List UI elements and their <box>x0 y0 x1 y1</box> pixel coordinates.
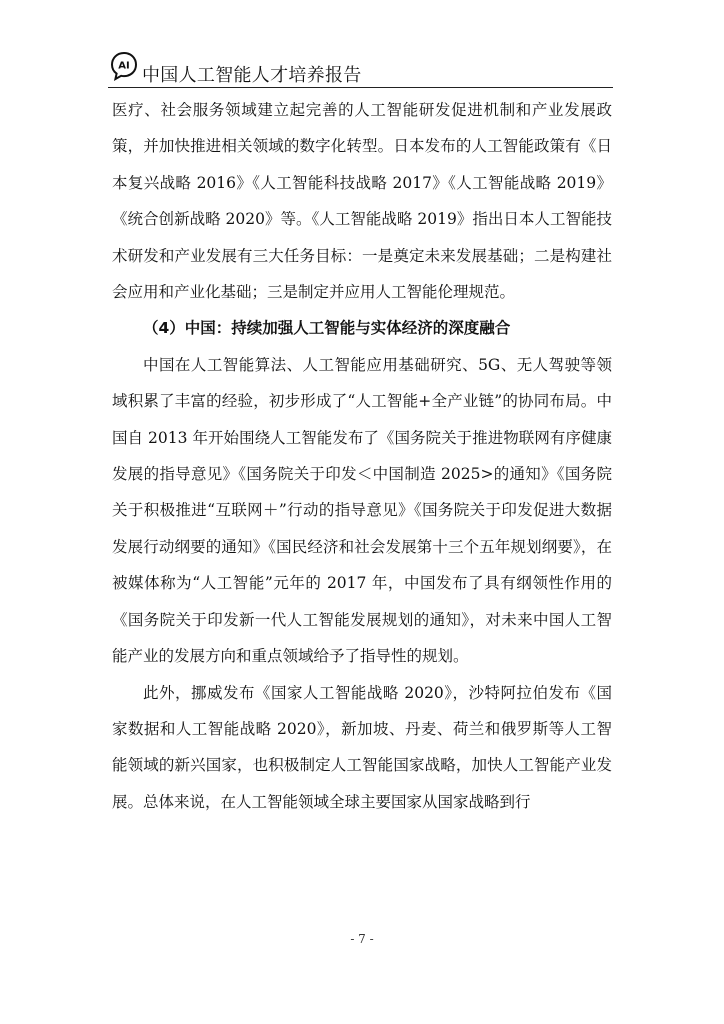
header-divider <box>108 87 613 88</box>
page-number: - 7 - <box>350 932 374 946</box>
ai-logo-text: AI <box>118 60 130 72</box>
page-header <box>108 44 613 90</box>
section-heading-china: （4）中国：持续加强人工智能与实体经济的深度融合 <box>143 319 511 338</box>
ai-logo-icon <box>108 50 140 82</box>
page-body <box>112 92 612 820</box>
paragraph-other-countries: 此外，挪威发布《国家人工智能战略 2020》，沙特阿拉伯发布《国家数据和人工智能战略 2020》，新加坡、丹麦、荷兰和俄罗斯等人工智能领域的新兴国家，也积极制定人工智能国家战略，加快人工智能产业发展。总体来说，在人工智能领域全球主要国家从国家战略到行 <box>112 683 612 811</box>
paragraph-japan-policy: 医疗、社会服务领域建立起完善的人工智能研发促进机制和产业发展政策，并加快推进相关领域的数字化转型。日本发布的人工智能政策有《日本复兴战略 2016》《人工智能科技战略 2017》《人工智能战略 2019》《统合创新战略 2020》等。《人工智能战略 2019》指出日本人工智能技术研发和产业发展有三大任务目标：一是奠定未来发展基础；二是构建社会应用和产业化基础；三是制定并应用人工智能伦理规范。 <box>112 101 612 302</box>
document-title: 中国人工智能人才培养报告 <box>142 65 362 86</box>
paragraph-china-policy: 中国在人工智能算法、人工智能应用基础研究、5G、无人驾驶等领域积累了丰富的经验，初步形成了“人工智能+全产业链”的协同布局。中国自 2013 年开始围绕人工智能发布了《国务院关于推进物联网有序健康发展的指导意见》《国务院关于印发＜中国制造 2025>的通知》《国务院关于积极推进“互联网＋”行动的指导意见》《国务院关于印发促进大数据发展行动纲要的通知》《国民经济和社会发展第十三个五年规划纲要》，在被媒体称为“人工智能”元年的 2017 年，中国发布了具有纲领性作用的《国务院关于印发新一代人工智能发展规划的通知》，对未来中国人工智能产业的发展方向和重点领域给予了指导性的规划。 <box>112 355 612 666</box>
